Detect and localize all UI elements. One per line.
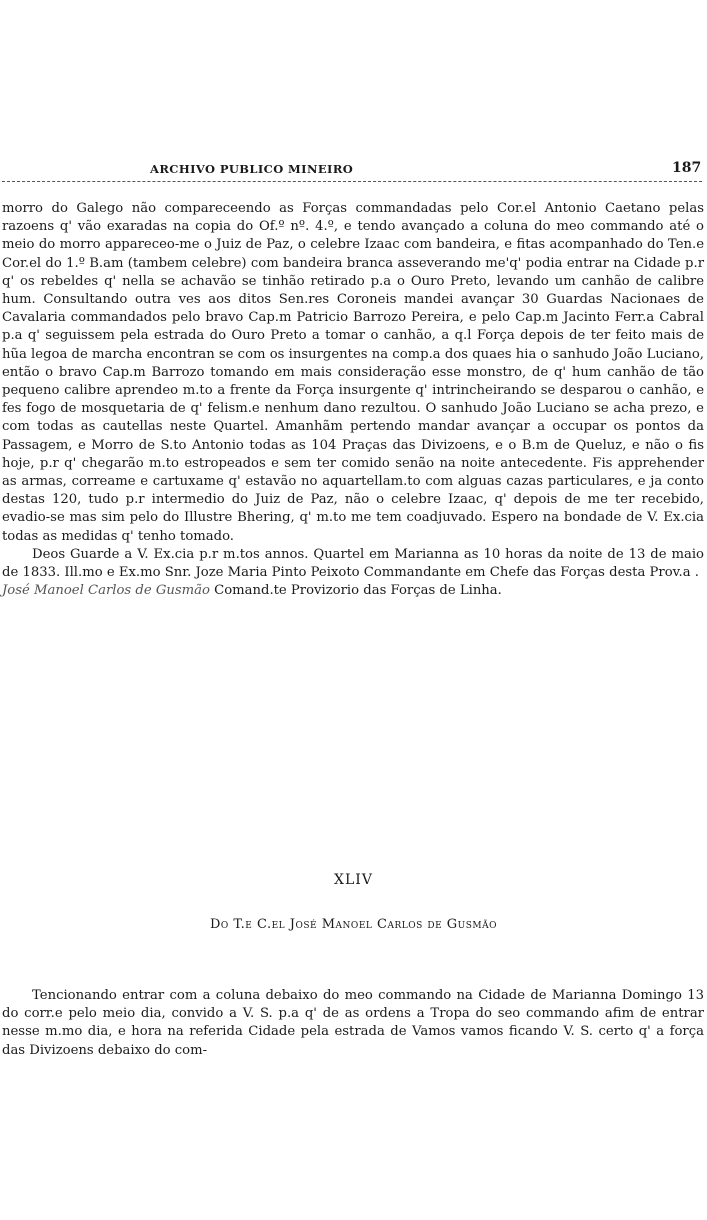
- signature-title: Comand.te Provizorio das Forças de Linha.: [209, 583, 502, 599]
- page-number: 187: [672, 160, 702, 176]
- header-rule: [2, 181, 702, 182]
- body-paragraph: morro do Galego não compareceendo as Forças commandadas pelo Cor.el Antonio Caetano pelas razoens q' vão exaradas na copia do Of.º nº. 4.º, e tendo avançado a coluna do meo commando até o meio do morro appareceo-me o Juiz de Paz, o celebre Izaac com bandeira, e fitas acompanhado do Ten.e Cor.el do 1.º B.am (tambem celebre) com bandeira branca asseverando me'q' podia entrar na Cidade p.r q' os rebeldes q' nella se achavão se tinhão retirado p.a o Ouro Preto, levando um canhão de calibre hum. Consultando outra ves aos ditos Sen.res Coroneis mandei avançar 30 Guardas Nacionaes de Cavalaria commandados pelo bravo Cap.m Patricio Barrozo Pereira, e pelo Cap.m Jacinto Ferr.a Cabral p.a q' seguissem pela estrada do Ouro Preto a tomar o canhão, a q.l Força depois de ter feito mais de hũa legoa de marcha encontran se com os insurgentes na comp.a dos quaes hia o sanhudo João Luciano, então o bravo Cap.m Barrozo tomando em mais consideração esse monstro, de q' hum canhão de tão pequeno calibre aprendeo m.to a frente da Força insurgente q' intrincheirando se desparou o canhão, e fes fogo de mosquetaria de q' felism.e nenhum dano rezultou. O sanhudo João Luciano se acha prezo, e com todas as cautellas neste Quartel. Amanhãm pertendo mandar avançar a occupar os pontos da Passagem, e Morro de S.to Antonio todas as 104 Praças das Divizoens, e o B.m de Queluz, e não o fis hoje, p.r q' chegarão m.to estropeados e sem ter comido senão na noite antecedente. Fis apprehender as armas, correame e cartuxame q' estavão no aquartellam.to com alguas cazas particulares, e ja conto destas 120, tudo p.r intermedio do Juiz de Paz, não o celebre Izaac, q' depois de me ter recebido, evadio-se mas sim pelo do Illustre Bhering, q' m.to me tem coadjuvado. Espero na bondade de V. Ex.cia todas as medidas q' tenho tomado.: [2, 201, 704, 544]
- page-header: [0, 160, 707, 180]
- section-numeral: XLIV: [334, 872, 373, 888]
- letter-body: [2, 200, 704, 600]
- closing-paragraph: Deos Guarde a V. Ex.cia p.r m.tos annos. Quartel em Marianna as 10 horas da noite de 13 de maio de 1833. Ill.mo e Ex.mo Snr. Joze Maria Pinto Peixoto Commandante em Chefe das Forças desta Prov.a .: [2, 546, 704, 581]
- signature-line: [2, 582, 704, 600]
- running-title: ARCHIVO PUBLICO MINEIRO: [150, 162, 354, 176]
- second-letter-body: [2, 987, 704, 1060]
- signature-name: José Manoel Carlos de Gusmão: [2, 583, 210, 599]
- body-paragraph: Tencionando entrar com a coluna debaixo do meo commando na Cidade de Marianna Domingo 13 do corr.e pelo meio dia, convido a V. S. p.a q' de as ordens a Tropa do seo commando afim de entrar nesse m.mo dia, e hora na referida Cidade pela estrada de Vamos vamos ficando V. S. certo q' a força das Divizoens debaixo do com-: [2, 988, 704, 1058]
- section-heading: Do T.e C.el José Manoel Carlos de Gusmão: [209, 917, 498, 932]
